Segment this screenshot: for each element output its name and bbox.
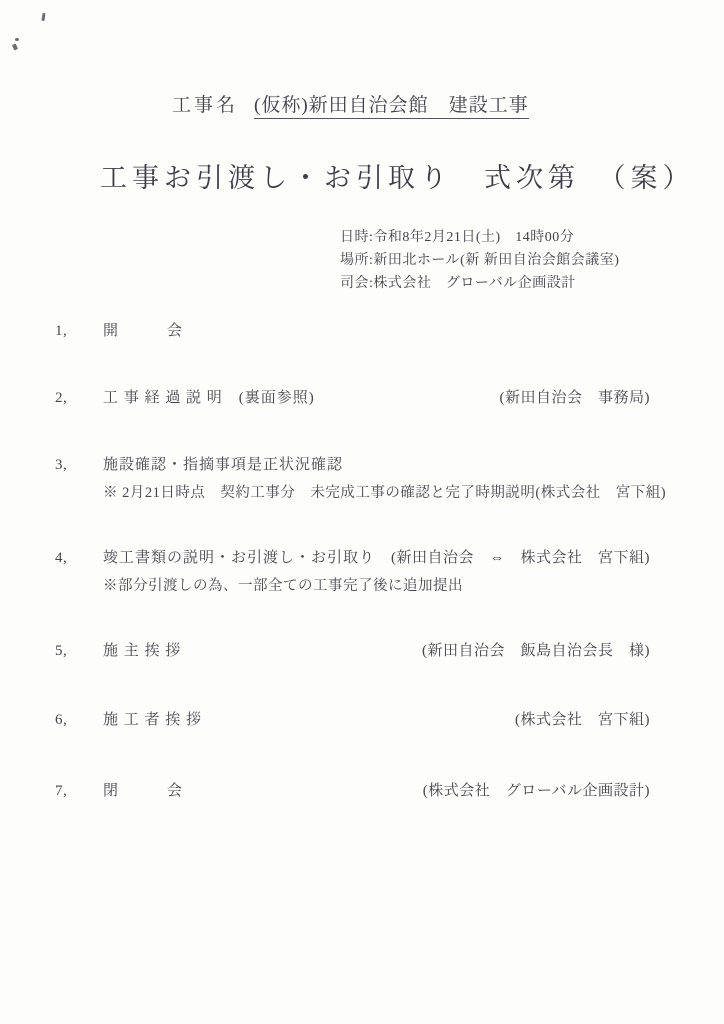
item-title: 施設確認・指摘事項是正状況確認 <box>103 457 344 473</box>
meta-moderator: 司会:株式会社 グローバル企画設計 <box>340 276 576 291</box>
item-note: ※部分引渡しの為、一部全ての工事完了後に追加提出 <box>103 578 463 594</box>
meta-place: 場所:新田北ホール(新 新田自治会館会議室) <box>340 253 620 268</box>
item-number: 3, <box>55 457 68 473</box>
agenda-item-3-note <box>103 484 667 503</box>
agenda-item-3 <box>55 456 650 475</box>
item-number: 2, <box>55 390 68 406</box>
item-annotation: (株式会社 グローバル企画設計) <box>422 783 650 799</box>
item-annotation: (新田自治会 事務局) <box>499 390 650 406</box>
project-label: 工事名 <box>172 95 239 116</box>
page-title: 工事お引渡し・お引取り 式次第 （案） <box>100 163 695 193</box>
item-number: 6, <box>55 712 68 728</box>
meta-datetime: 日時:令和8年2月21日(土) 14時00分 <box>340 230 575 245</box>
item-title: 竣工書類の説明・お引渡し・お引取り <box>103 550 376 566</box>
item-number: 1, <box>55 323 68 339</box>
scan-speck <box>41 13 45 21</box>
item-annotation: (株式会社 宮下組) <box>535 485 667 501</box>
item-title: 閉 会 <box>103 783 184 799</box>
scan-speck <box>15 38 19 41</box>
item-number: 5, <box>55 643 68 659</box>
agenda-item-2 <box>55 389 650 408</box>
agenda-item-6 <box>55 711 650 730</box>
item-title: 開 会 <box>103 323 184 339</box>
item-annotation: (新田自治会 飯島自治会長 様) <box>422 643 650 659</box>
item-title: 施 主 挨 拶 <box>103 643 182 659</box>
scan-speck <box>12 43 18 50</box>
item-number: 7, <box>55 783 68 799</box>
agenda-item-5 <box>55 642 650 661</box>
project-name-underlined: (仮称)新田自治会館 建設工事 <box>254 95 529 119</box>
item-annotation: (新田自治会 ⇔ 株式会社 宮下組) <box>391 550 650 566</box>
meta-block <box>340 226 619 295</box>
agenda-item-4-note <box>103 577 650 596</box>
item-annotation: (株式会社 宮下組) <box>515 712 650 728</box>
item-title: 施 工 者 挨 拶 <box>103 712 203 728</box>
agenda-item-7 <box>55 782 650 801</box>
agenda-item-1 <box>55 322 650 341</box>
project-name-line <box>172 93 529 118</box>
item-title: 工 事 経 過 説 明 (裏面参照) <box>103 390 315 406</box>
item-note: ※ 2月21日時点 契約工事分 未完成工事の確認と完了時期説明 <box>103 485 536 501</box>
item-number: 4, <box>55 550 68 566</box>
agenda-item-4 <box>55 549 650 568</box>
